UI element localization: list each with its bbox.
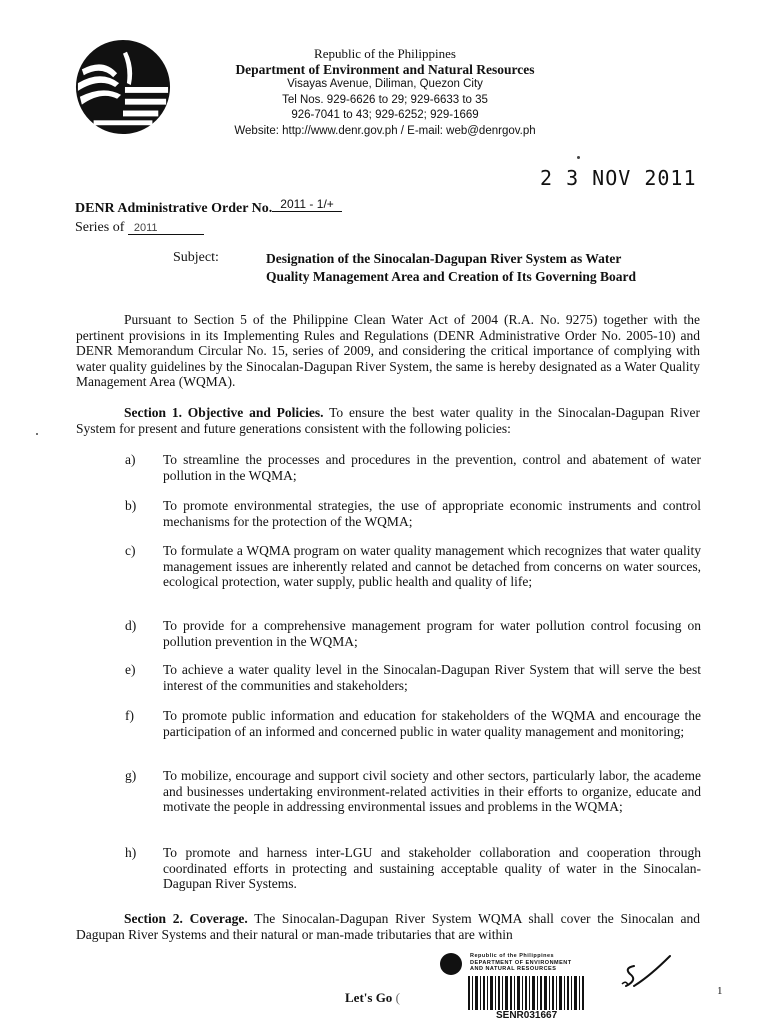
order-number-line (75, 197, 342, 217)
section2-paragraph (76, 911, 700, 942)
item-letter: a) (125, 452, 136, 467)
series-value: 2011 (128, 222, 204, 235)
letterhead-tel2: 926-7041 to 43; 929-6252; 929-1669 (291, 109, 479, 121)
item-letter: f) (125, 708, 134, 723)
seal-icon (440, 953, 462, 975)
item-letter: c) (125, 543, 136, 558)
item-text: To achieve a water quality level in the Sinocalan-Dagupan River System that will serve the best interest of the communities and stakeholders; (163, 662, 701, 693)
item-letter: e) (125, 662, 136, 677)
item-letter: d) (125, 618, 137, 633)
item-text: To formulate a WQMA program on water quality management which recognizes that water quality management issues are inherently related and cannot be detached from concerns on water sources, ecological protection, water supply, public health and quality of life; (163, 543, 701, 589)
stamp-line1: Republic of the Philippines (470, 953, 555, 959)
denr-logo (74, 38, 172, 136)
scan-speck (577, 156, 580, 159)
stamp-text (470, 953, 590, 973)
stamp-line3: AND NATURAL RESOURCES (470, 966, 557, 972)
letterhead-tel1: Tel Nos. 929-6626 to 29; 929-6633 to 35 (282, 93, 488, 106)
section1-text: To ensure the best water quality in the Sinocalan-Dagupan River System for present and future generations consistent with the following policies: (76, 405, 700, 436)
scan-speck (36, 433, 38, 435)
barcode (468, 976, 586, 1010)
letterhead-address: Visayas Avenue, Diliman, Quezon City (287, 78, 483, 90)
subject-text: Designation of the Sinocalan-Dagupan River System as Water Quality Management Area and Creation of Its Governing Board (266, 251, 636, 284)
letterhead-website: Website: http://www.denr.gov.ph / E-mail: web@denrgov.ph (234, 124, 536, 137)
item-letter: b) (125, 498, 137, 513)
letterhead (180, 46, 590, 139)
footer-slogan: Let's Go (345, 990, 393, 1005)
stamp-line2: DEPARTMENT OF ENVIRONMENT (470, 959, 572, 966)
intro-paragraph: Pursuant to Section 5 of the Philippine Clean Water Act of 2004 (R.A. No. 9275) together with the pertinent provisions in its Implementing Rules and Regulations (DENR Administrative Order No. 2005-10) and DENR Memorandum Circular No. 15, series of 2009, and considering the critical importance of complying with water quality guidelines by the Sinocalan-Dagupan River System, the same is hereby designated as a Water Quality Management Area (WQMA). (76, 312, 700, 389)
order-label: DENR Administrative Order No. (75, 201, 273, 216)
letterhead-department: Department of Environment and Natural Resources (235, 61, 535, 77)
item-text: To mobilize, encourage and support civil society and other sectors, particularly labor, the academe and businesses undertaking environment-related activities in their efforts to organize, educate and motivate the people in addressing environmental issues and problems in the WQMA; (163, 768, 701, 814)
item-letter: g) (125, 768, 137, 783)
subject-label: Subject: (173, 250, 219, 265)
signature (620, 952, 680, 992)
footer-text (345, 990, 400, 1006)
item-text: To promote public information and education for stakeholders of the WQMA and encourage the participation of an informed and concerned public in water quality management and monitoring; (163, 708, 701, 739)
barcode-number: SENR031667 (496, 1010, 558, 1021)
item-text: To provide for a comprehensive management program for water pollution control focusing on pollution prevention in the WQMA; (163, 618, 701, 649)
series-label: Series of (75, 220, 125, 235)
section1-heading: Section 1. Objective and Policies. (124, 405, 324, 420)
item-text: To promote and harness inter-LGU and stakeholder collaboration and cooperation through coordinated efforts in protecting and sustaining acceptable quality of water in the Sinocalan-Dagupan River Systems. (163, 845, 701, 891)
item-text: To streamline the processes and procedures in the prevention, control and abatement of water pollution in the WQMA; (163, 452, 701, 483)
order-number: 2011 - 1/+ (272, 197, 341, 212)
series-line (75, 220, 204, 236)
section2-heading: Section 2. Coverage. (124, 911, 248, 926)
item-text: To promote environmental strategies, the use of appropriate economic instruments and control mechanisms for the protection of the WQMA; (163, 498, 701, 529)
letterhead-republic: Republic of the Philippines (314, 46, 456, 61)
date-stamp: 2 3 NOV 2011 (540, 166, 697, 190)
footer-fade: ( (395, 990, 400, 1005)
section1-paragraph (76, 405, 700, 436)
page-number: 1 (717, 985, 723, 997)
item-letter: h) (125, 845, 137, 860)
section2-text: The Sinocalan-Dagupan River System WQMA shall cover the Sinocalan and Dagupan River Systems and their natural or man-made tributaries that are within (76, 911, 700, 942)
